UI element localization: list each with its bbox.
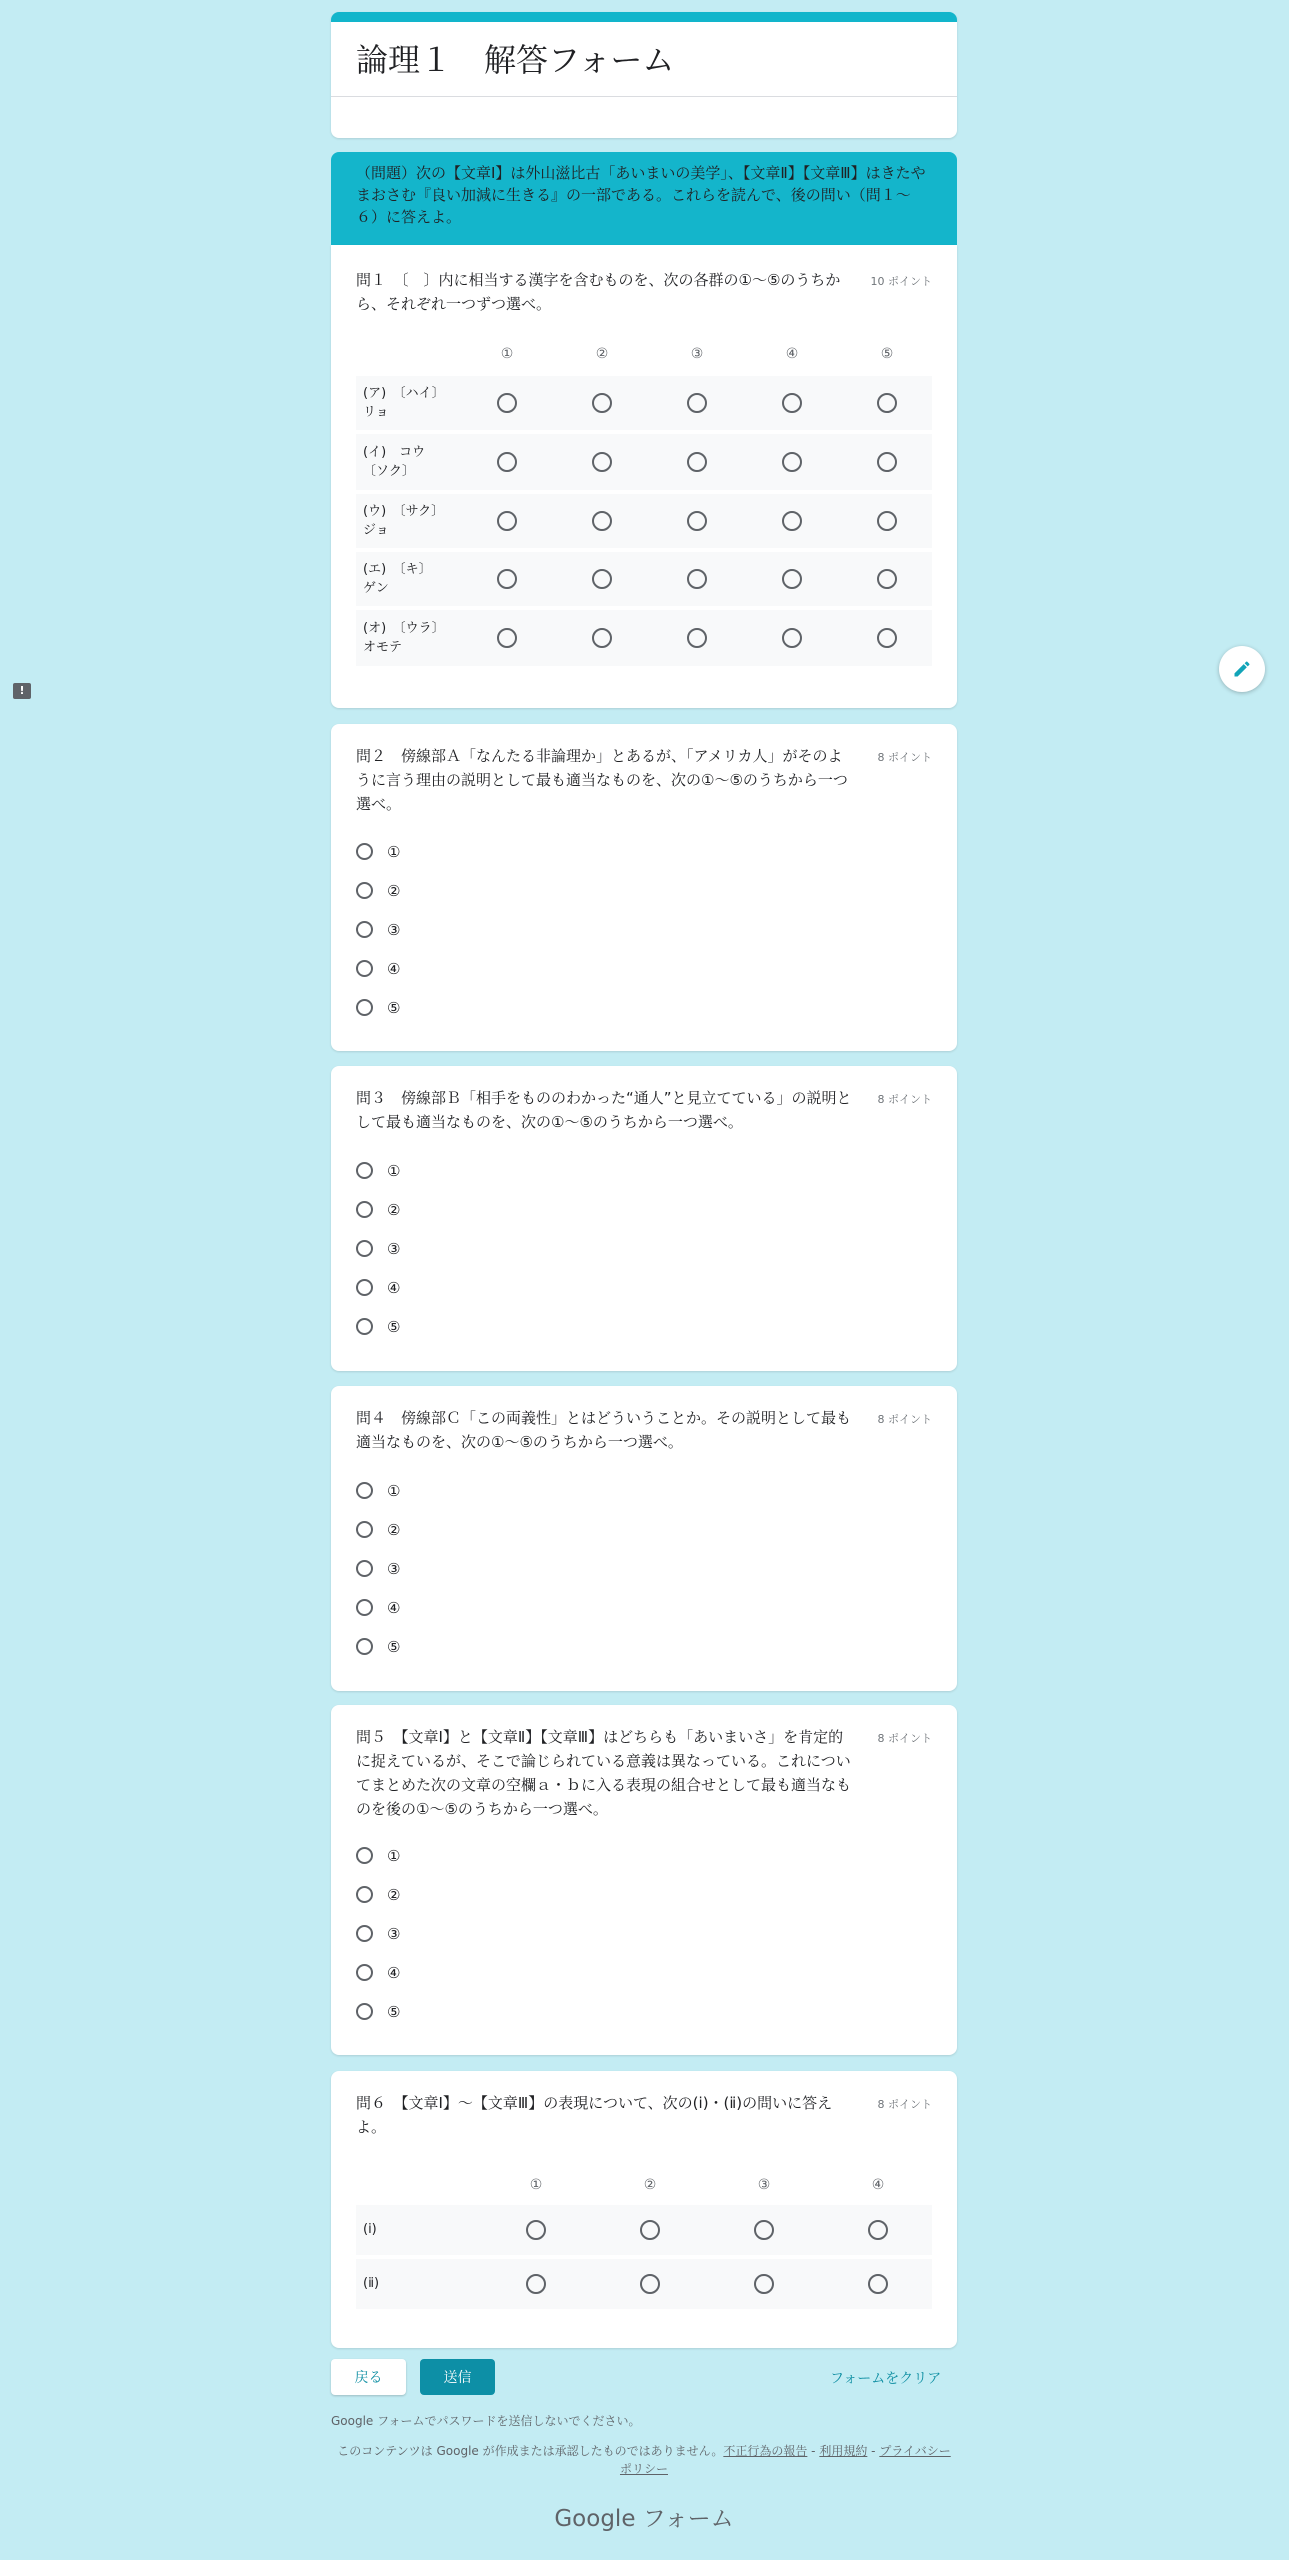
radio-option[interactable] xyxy=(356,1953,656,1992)
grid-radio[interactable] xyxy=(497,628,517,648)
grid-radio[interactable] xyxy=(526,2274,546,2294)
grid-row xyxy=(356,2205,932,2255)
report-icon[interactable]: ! xyxy=(13,683,31,699)
column-label: ④ xyxy=(785,346,799,362)
row-label: (ウ) 〔サク〕ジョ xyxy=(363,504,438,538)
grid-radio[interactable] xyxy=(497,393,517,413)
grid-radio[interactable] xyxy=(687,569,707,589)
grid-radio[interactable] xyxy=(868,2220,888,2240)
radio-option[interactable] xyxy=(356,1190,656,1229)
option-label: ④ xyxy=(387,1963,401,1982)
grid-radio[interactable] xyxy=(640,2220,660,2240)
logo-forms: フォーム xyxy=(635,2506,734,2532)
radio-button[interactable] xyxy=(356,2003,373,2020)
radio-option[interactable] xyxy=(356,1627,656,1666)
radio-button[interactable] xyxy=(356,1240,373,1257)
grid-radio[interactable] xyxy=(782,628,802,648)
question-card-q5 xyxy=(331,1705,957,2055)
grid-radio[interactable] xyxy=(782,569,802,589)
radio-button[interactable] xyxy=(356,1886,373,1903)
question-card-q6 xyxy=(331,2071,957,2348)
form-title: 論理１ 解答フォーム xyxy=(356,41,675,79)
radio-button[interactable] xyxy=(356,960,373,977)
grid-radio[interactable] xyxy=(687,628,707,648)
legal-text: このコンテンツは Google が作成または承認したものではありません。 xyxy=(337,2444,724,2458)
separator: - xyxy=(807,2444,820,2458)
grid-radio[interactable] xyxy=(754,2220,774,2240)
radio-option[interactable] xyxy=(356,1510,656,1549)
option-label: ① xyxy=(387,842,401,861)
radio-option[interactable] xyxy=(356,1471,656,1510)
radio-button[interactable] xyxy=(356,921,373,938)
grid-row xyxy=(356,610,932,666)
question-text: 問６ 【文章Ⅰ】〜【文章Ⅲ】の表現について、次の(ⅰ)・(ⅱ)の問いに答えよ。 xyxy=(356,2094,833,2136)
form-header-card xyxy=(331,12,957,138)
column-label: ④ xyxy=(871,2177,885,2193)
radio-option[interactable] xyxy=(356,871,656,910)
column-label: ③ xyxy=(690,346,704,362)
question-text: 問２ 傍線部Ａ「なんたる非論理か」とあるが、「アメリカ人」がそのように言う理由の説明として最も適当なものを、次の①〜⑤のうちから一つ選べ。 xyxy=(356,747,848,813)
grid-header xyxy=(356,340,932,370)
option-label: ④ xyxy=(387,959,401,978)
question-card-q4 xyxy=(331,1386,957,1691)
option-label: ③ xyxy=(387,1239,401,1258)
radio-option[interactable] xyxy=(356,910,656,949)
option-label: ① xyxy=(387,1161,401,1180)
radio-button[interactable] xyxy=(356,882,373,899)
column-label: ② xyxy=(595,346,609,362)
option-label: ⑤ xyxy=(387,1317,401,1336)
option-label: ② xyxy=(387,1885,401,1904)
radio-option[interactable] xyxy=(356,1588,656,1627)
radio-button[interactable] xyxy=(356,999,373,1016)
radio-button[interactable] xyxy=(356,1925,373,1942)
privacy-link[interactable]: プライバシー ポリシー xyxy=(619,2444,951,2476)
radio-option[interactable] xyxy=(356,1268,656,1307)
radio-button[interactable] xyxy=(356,1521,373,1538)
choice-grid xyxy=(356,2171,932,2321)
pencil-icon xyxy=(1232,659,1252,679)
radio-button[interactable] xyxy=(356,1964,373,1981)
column-label: ⑤ xyxy=(880,346,894,362)
radio-option[interactable] xyxy=(356,1307,656,1346)
question-text: 問４ 傍線部Ｃ「この両義性」とはどういうことか。その説明として最も適当なものを、次の①〜⑤のうちから一つ選べ。 xyxy=(356,1409,852,1451)
radio-option[interactable] xyxy=(356,1914,656,1953)
question-card-q3 xyxy=(331,1066,957,1371)
grid-row xyxy=(356,434,932,490)
question-card-q2 xyxy=(331,724,957,1051)
option-label: ⑤ xyxy=(387,2002,401,2021)
row-label: (ⅰ) xyxy=(363,2222,377,2237)
points-label: 8 ポイント xyxy=(877,751,932,764)
option-label: ② xyxy=(387,1200,401,1219)
grid-radio[interactable] xyxy=(877,393,897,413)
radio-option[interactable] xyxy=(356,1229,656,1268)
points-label: 8 ポイント xyxy=(877,2098,932,2111)
option-label: ③ xyxy=(387,1924,401,1943)
radio-option[interactable] xyxy=(356,1875,656,1914)
question-text: 問１ 〔 〕内に相当する漢字を含むものを、次の各群の①〜⑤のうちから、それぞれ一つずつ選べ。 xyxy=(356,271,841,313)
option-label: ② xyxy=(387,881,401,900)
option-label: ③ xyxy=(387,1559,401,1578)
grid-radio[interactable] xyxy=(526,2220,546,2240)
column-label: ② xyxy=(643,2177,657,2193)
grid-radio[interactable] xyxy=(687,393,707,413)
radio-option[interactable] xyxy=(356,988,656,1027)
radio-button[interactable] xyxy=(356,1482,373,1499)
radio-button[interactable] xyxy=(356,1318,373,1335)
points-label: 8 ポイント xyxy=(877,1732,932,1745)
option-label: ② xyxy=(387,1520,401,1539)
grid-radio[interactable] xyxy=(754,2274,774,2294)
grid-row xyxy=(356,2259,932,2309)
option-label: ① xyxy=(387,1481,401,1500)
points-label: 10 ポイント xyxy=(870,275,932,288)
radio-option[interactable] xyxy=(356,1151,656,1190)
google-forms-logo[interactable] xyxy=(331,2500,957,2533)
grid-radio[interactable] xyxy=(877,628,897,648)
grid-radio[interactable] xyxy=(687,511,707,531)
grid-radio[interactable] xyxy=(592,628,612,648)
grid-radio[interactable] xyxy=(687,452,707,472)
grid-header xyxy=(356,2171,932,2201)
question-card-q1 xyxy=(331,245,957,708)
radio-button[interactable] xyxy=(356,1638,373,1655)
edit-button[interactable] xyxy=(1219,646,1265,692)
terms-link[interactable]: 利用規約 xyxy=(819,2444,868,2458)
grid-radio[interactable] xyxy=(497,569,517,589)
option-label: ④ xyxy=(387,1278,401,1297)
row-label: (エ) 〔キ〕ゲン xyxy=(363,562,432,596)
choice-grid xyxy=(356,340,932,670)
grid-radio[interactable] xyxy=(592,511,612,531)
grid-radio[interactable] xyxy=(592,393,612,413)
row-label: (オ) 〔ウラ〕オモテ xyxy=(363,621,439,655)
radio-button[interactable] xyxy=(356,1162,373,1179)
column-label: ③ xyxy=(757,2177,771,2193)
points-label: 8 ポイント xyxy=(877,1413,932,1426)
radio-button[interactable] xyxy=(356,1847,373,1864)
radio-button[interactable] xyxy=(356,843,373,860)
radio-option[interactable] xyxy=(356,832,656,871)
grid-radio[interactable] xyxy=(592,569,612,589)
logo-google: Google xyxy=(554,2506,636,2532)
grid-radio[interactable] xyxy=(782,452,802,472)
points-label: 8 ポイント xyxy=(877,1093,932,1106)
grid-radio[interactable] xyxy=(497,511,517,531)
radio-button[interactable] xyxy=(356,1599,373,1616)
column-label: ① xyxy=(500,346,514,362)
radio-button[interactable] xyxy=(356,1279,373,1296)
option-label: ⑤ xyxy=(387,998,401,1017)
column-label: ① xyxy=(529,2177,543,2193)
question-text: 問３ 傍線部Ｂ「相手をもののわかった“通人”と見立てている」の説明として最も適当なものを、次の①〜⑤のうちから一つ選べ。 xyxy=(356,1089,852,1131)
password-warning: Google フォームでパスワードを送信しないでください。 xyxy=(331,2414,641,2428)
grid-radio[interactable] xyxy=(782,511,802,531)
row-label: (ⅱ) xyxy=(363,2276,380,2291)
back-button[interactable]: 戻る xyxy=(331,2359,406,2395)
separator: - xyxy=(867,2444,880,2458)
grid-radio[interactable] xyxy=(497,452,517,472)
title-divider xyxy=(331,96,957,97)
radio-option[interactable] xyxy=(356,1549,656,1588)
row-label: (ア) 〔ハイ〕リョ xyxy=(363,386,439,420)
option-label: ④ xyxy=(387,1598,401,1617)
radio-button[interactable] xyxy=(356,1201,373,1218)
radio-button[interactable] xyxy=(356,1560,373,1577)
row-label: (イ) コウ〔ソク〕 xyxy=(363,445,426,479)
grid-radio[interactable] xyxy=(592,452,612,472)
option-label: ⑤ xyxy=(387,1637,401,1656)
grid-radio[interactable] xyxy=(868,2274,888,2294)
form-description: （問題）次の【文章Ⅰ】は外山滋比古「あいまいの美学」、【文章Ⅱ】【文章Ⅲ】はきたやまおさむ『良い加減に生きる』の一部である。これらを読んで、後の問い（問１〜６）に答えよ。 xyxy=(331,152,957,245)
question-text: 問５ 【文章Ⅰ】と【文章Ⅱ】【文章Ⅲ】はどちらも「あいまいさ」を肯定的に捉えているが、そこで論じられている意義は異なっている。これについてまとめた次の文章の空欄ａ・ｂに入る表現の組合せとして最も適当なものを後の①〜⑤のうちから一つ選べ。 xyxy=(356,1728,852,1818)
grid-row xyxy=(356,376,932,430)
option-label: ③ xyxy=(387,920,401,939)
grid-radio[interactable] xyxy=(640,2274,660,2294)
option-label: ① xyxy=(387,1846,401,1865)
radio-option[interactable] xyxy=(356,1836,656,1875)
clear-form-link[interactable]: フォームをクリア xyxy=(830,2371,942,2387)
report-abuse-link[interactable]: 不正行為の報告 xyxy=(723,2444,808,2458)
grid-row xyxy=(356,552,932,606)
grid-radio[interactable] xyxy=(782,393,802,413)
legal-notice xyxy=(331,2442,957,2478)
radio-option[interactable] xyxy=(356,949,656,988)
grid-radio[interactable] xyxy=(877,452,897,472)
grid-radio[interactable] xyxy=(877,569,897,589)
radio-option[interactable] xyxy=(356,1992,656,2031)
grid-radio[interactable] xyxy=(877,511,897,531)
grid-row xyxy=(356,494,932,548)
submit-button[interactable]: 送信 xyxy=(420,2359,495,2395)
